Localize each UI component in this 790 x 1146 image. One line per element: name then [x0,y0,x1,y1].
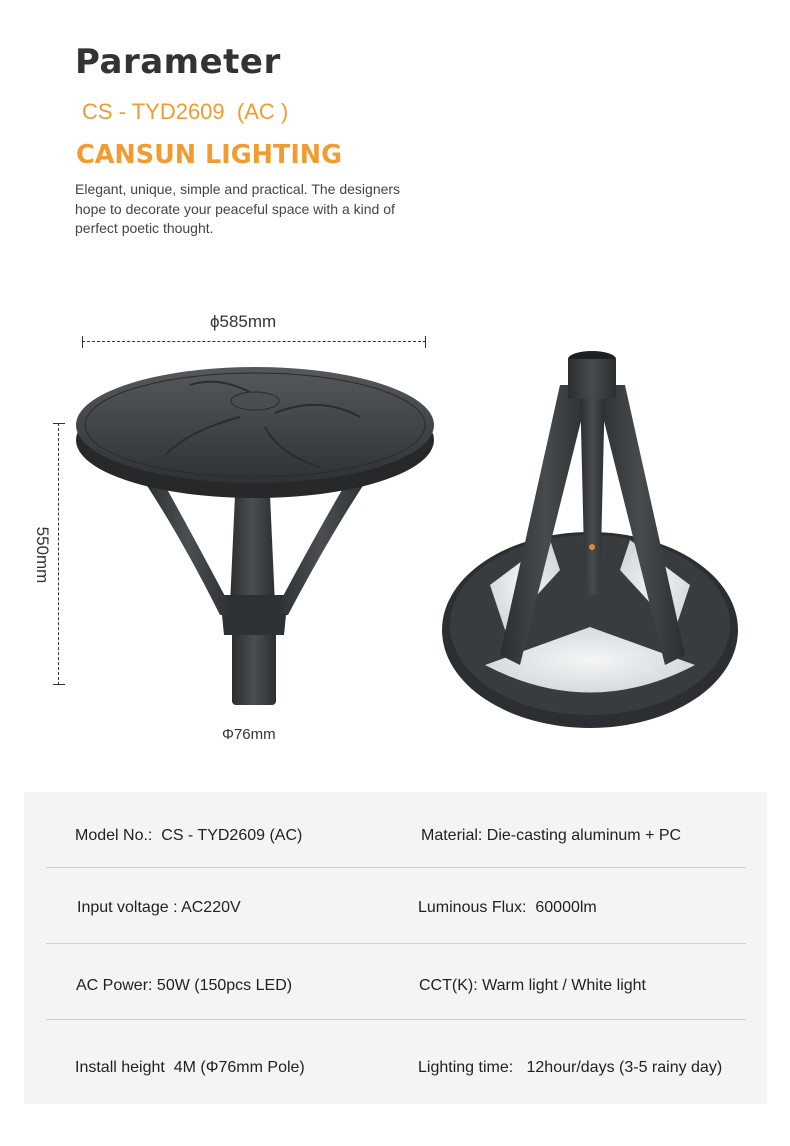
spec-model-number: Model No.: CS - TYD2609 (AC) [75,827,303,844]
spec-row [24,1023,767,1104]
width-dimension-line [82,341,426,342]
row-divider [46,1019,746,1020]
height-dimension-line [58,423,59,685]
spec-lighting-time: Lighting time: 12hour/days (3-5 rainy day) [418,1059,723,1076]
spec-ac-power: AC Power: 50W (150pcs LED) [76,977,293,994]
spec-material: Material: Die-casting aluminum + PC [421,827,682,844]
lamp-side-view-image [70,355,440,715]
brand-name: CANSUN LIGHTING [76,140,343,170]
width-dimension-label: ϕ585mm [210,312,277,331]
spec-cct: CCT(K): Warm light / White light [419,977,646,994]
model-number-heading: CS - TYD2609 (AC ) [82,99,289,124]
product-description: Elegant, unique, simple and practical. The designers hope to decorate your peaceful space with a kind of perfect poetic thought. [75,181,401,236]
pole-diameter-label: Φ76mm [222,726,276,743]
spec-row [24,944,767,1020]
spec-install-height: Install height 4M (Φ76mm Pole) [75,1059,305,1076]
page-title: Parameter [75,42,281,82]
height-dimension-label: 550mm [33,526,52,584]
lamp-bottom-view-image [440,345,745,730]
spec-row [24,792,767,868]
spec-luminous-flux: Luminous Flux: 60000lm [418,899,597,916]
spec-table [24,792,767,1104]
spec-row [24,868,767,944]
spec-input-voltage: Input voltage : AC220V [77,899,241,916]
